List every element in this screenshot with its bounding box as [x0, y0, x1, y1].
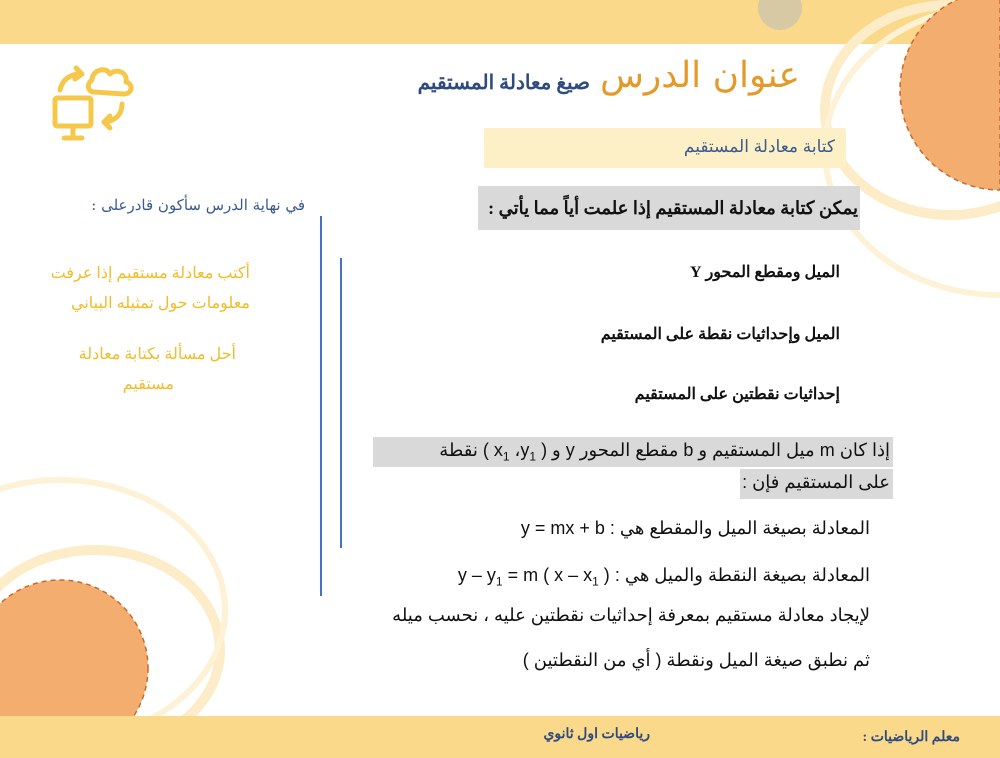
footer-teacher-label: معلم الرياضيات : — [862, 730, 960, 745]
objective-line-1: أكتب معادلة مستقيم إذا عرفت — [50, 265, 250, 282]
intro-text: يمكن كتابة معادلة المستقيم إذا علمت أياً مما يأتي : — [488, 198, 858, 218]
case-slope-intercept: الميل ومقطع المحور Y — [690, 264, 840, 281]
ps-mid-part: = m ( x – x — [502, 565, 593, 585]
point-slope-row — [458, 565, 870, 589]
condition-line-1 — [439, 440, 890, 464]
decorative-circle-top-right — [900, 0, 1000, 190]
point-slope-label: المعادلة بصيغة النقطة والميل هي : — [614, 565, 870, 585]
divider-line-right — [340, 258, 342, 548]
case-slope-point: الميل وإحداثيات نقطة على المستقيم — [600, 326, 840, 343]
x-symbol: x — [493, 440, 503, 460]
ps-sub-1: 1 — [495, 574, 503, 589]
slope-intercept-label: المعادلة بصيغة الميل والمقطع هي : — [609, 518, 870, 538]
objective-line-4: مستقيم — [122, 376, 174, 393]
condition-line-2: على المستقيم فإن : — [742, 472, 890, 492]
objectives-heading: في نهاية الدرس سأكون قادرعلى : — [91, 196, 305, 214]
lesson-title-label: عنوان الدرس — [599, 55, 800, 96]
subtitle-text: كتابة معادلة المستقيم — [683, 137, 835, 156]
x-subscript: 1 — [502, 449, 510, 464]
case-two-points: إحداثيات نقطتين على المستقيم — [634, 386, 840, 403]
footer-course: رياضيات اول ثانوي — [543, 727, 650, 742]
condition-point — [493, 440, 537, 464]
ps-end-part: ) — [598, 565, 610, 585]
slope-intercept-equation: y = mx + b — [520, 518, 605, 538]
ps-y-part: y – y — [457, 565, 496, 585]
ps-sub-2: 1 — [592, 574, 599, 589]
y-symbol: y — [520, 440, 530, 460]
cloud-computer-icon — [50, 60, 136, 146]
decorative-dot-top — [758, 0, 802, 30]
two-points-line-1: لإيجاد معادلة مستقيم بمعرفة إحداثيات نقطتين عليه ، نحسب ميله — [392, 605, 870, 625]
lesson-title: صيغ معادلة المستقيم — [417, 72, 590, 94]
bottom-band — [0, 716, 1000, 758]
objective-line-2: معلومات حول تمثيله البياني — [70, 295, 250, 312]
condition-text-b: ) نقطة — [439, 440, 489, 460]
comma-symbol: ، — [514, 440, 521, 460]
divider-line-left — [320, 216, 322, 596]
y-subscript: 1 — [529, 449, 537, 464]
two-points-line-2: ثم نطبق صيغة الميل ونقطة ( أي من النقطتين ) — [522, 650, 870, 670]
slope-intercept-row — [521, 518, 870, 539]
point-slope-equation — [457, 565, 610, 589]
objective-line-3: أحل مسألة بكتابة معادلة — [78, 346, 236, 363]
condition-text-a: إذا كان m ميل المستقيم و b مقطع المحور y و ( — [541, 440, 890, 460]
